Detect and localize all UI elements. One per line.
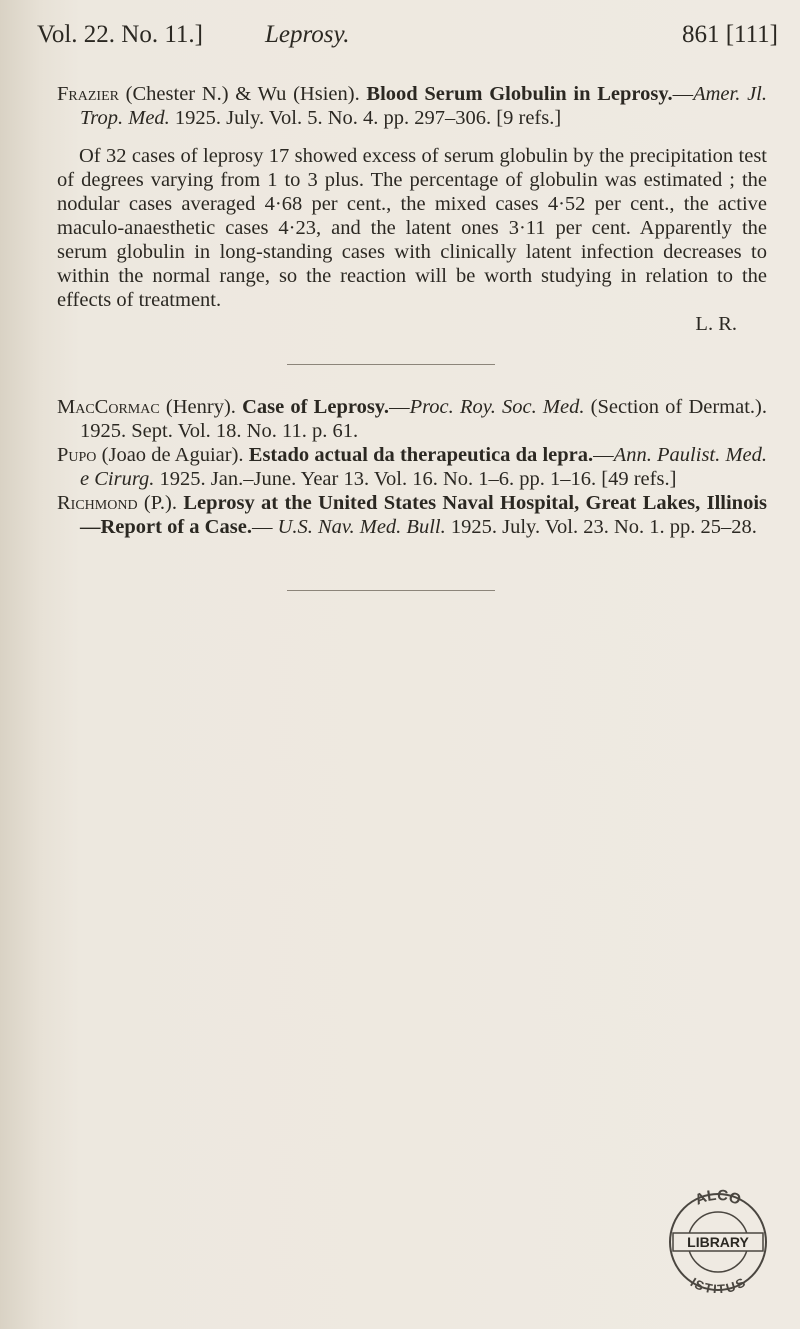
coauthors: (Chester N.) & Wu (Hsien).: [118, 83, 367, 105]
journal-name: Amer. Jl. Trop. Med.: [80, 83, 767, 129]
abstract-citation: [57, 82, 767, 130]
article-title: Blood Serum Globulin in Leprosy.: [366, 83, 673, 105]
author-name: MacCormac: [57, 396, 160, 418]
author-name: Richmond: [57, 492, 138, 514]
author-initials: (P.).: [137, 492, 184, 514]
page-header: [37, 20, 778, 50]
section-divider: [287, 364, 495, 365]
stamp-middle-text: LIBRARY: [687, 1234, 749, 1250]
dash: —: [593, 444, 614, 466]
section-divider: [287, 590, 495, 591]
abstract-body: Of 32 cases of leprosy 17 showed excess of serum globulin by the precipitation test of degrees varying from 1 to 3 plus. The percentage of globulin was estimated ; the nodular cases averaged 4·68 per cent., the mixed cases 4·52 per cent., the active maculo-anaesthetic cases 4·23, and the latent ones 3·11 per cent. Apparently the serum globulin in long-standing cases with clinically latent infection decreases to within the normal range, so the reaction will be worth studying in relation to the effects of treatment.: [57, 145, 767, 311]
article-title: Leprosy at the United States Naval Hospital, Great Lakes, Illinois—Report of a Case.: [80, 492, 767, 538]
library-stamp: [663, 1183, 773, 1293]
page-number: 861 [111]: [681, 21, 778, 48]
dash: —: [672, 83, 694, 105]
journal-name: U.S. Nav. Med. Bull.: [277, 516, 446, 538]
running-title: Leprosy.: [265, 21, 350, 48]
author-name: Pupo: [57, 444, 97, 466]
journal-name: Proc. Roy. Soc. Med.: [409, 396, 585, 418]
citation-details: 1925. July. Vol. 5. No. 4. pp. 297–306. [9 refs.]: [169, 107, 562, 129]
journal-name: Ann. Paulist. Med. e Cirurg.: [80, 444, 768, 490]
dash: —: [389, 396, 410, 418]
article-title: Estado actual da therapeutica da lepra.: [248, 444, 594, 466]
author-initials: (Joao de Aguiar).: [96, 444, 249, 466]
citation-details: (Section of Dermat.). 1925. Sept. Vol. 18. No. 11. p. 61.: [80, 396, 767, 442]
stamp-bottom-text: ISTITUS: [687, 1274, 748, 1293]
reviewer-signature: L. R.: [695, 313, 737, 335]
reference-list: [57, 395, 767, 539]
author-initials: (Henry).: [159, 396, 243, 418]
citation-details: 1925. Jan.–June. Year 13. Vol. 16. No. 1–6. pp. 1–16. [49 refs.]: [154, 468, 677, 490]
article-title: Case of Leprosy.: [242, 396, 390, 418]
author-name: Frazier: [57, 83, 119, 105]
volume-label: Vol. 22. No. 11.]: [37, 21, 203, 48]
stamp-top-text: ALCO: [692, 1186, 744, 1209]
reference-item: [57, 443, 767, 491]
dash: —: [251, 516, 278, 538]
reference-item: [57, 491, 767, 539]
citation-details: 1925. July. Vol. 23. No. 1. pp. 25–28.: [445, 516, 757, 538]
reference-item: [57, 395, 767, 443]
abstract-entry: [57, 82, 767, 336]
